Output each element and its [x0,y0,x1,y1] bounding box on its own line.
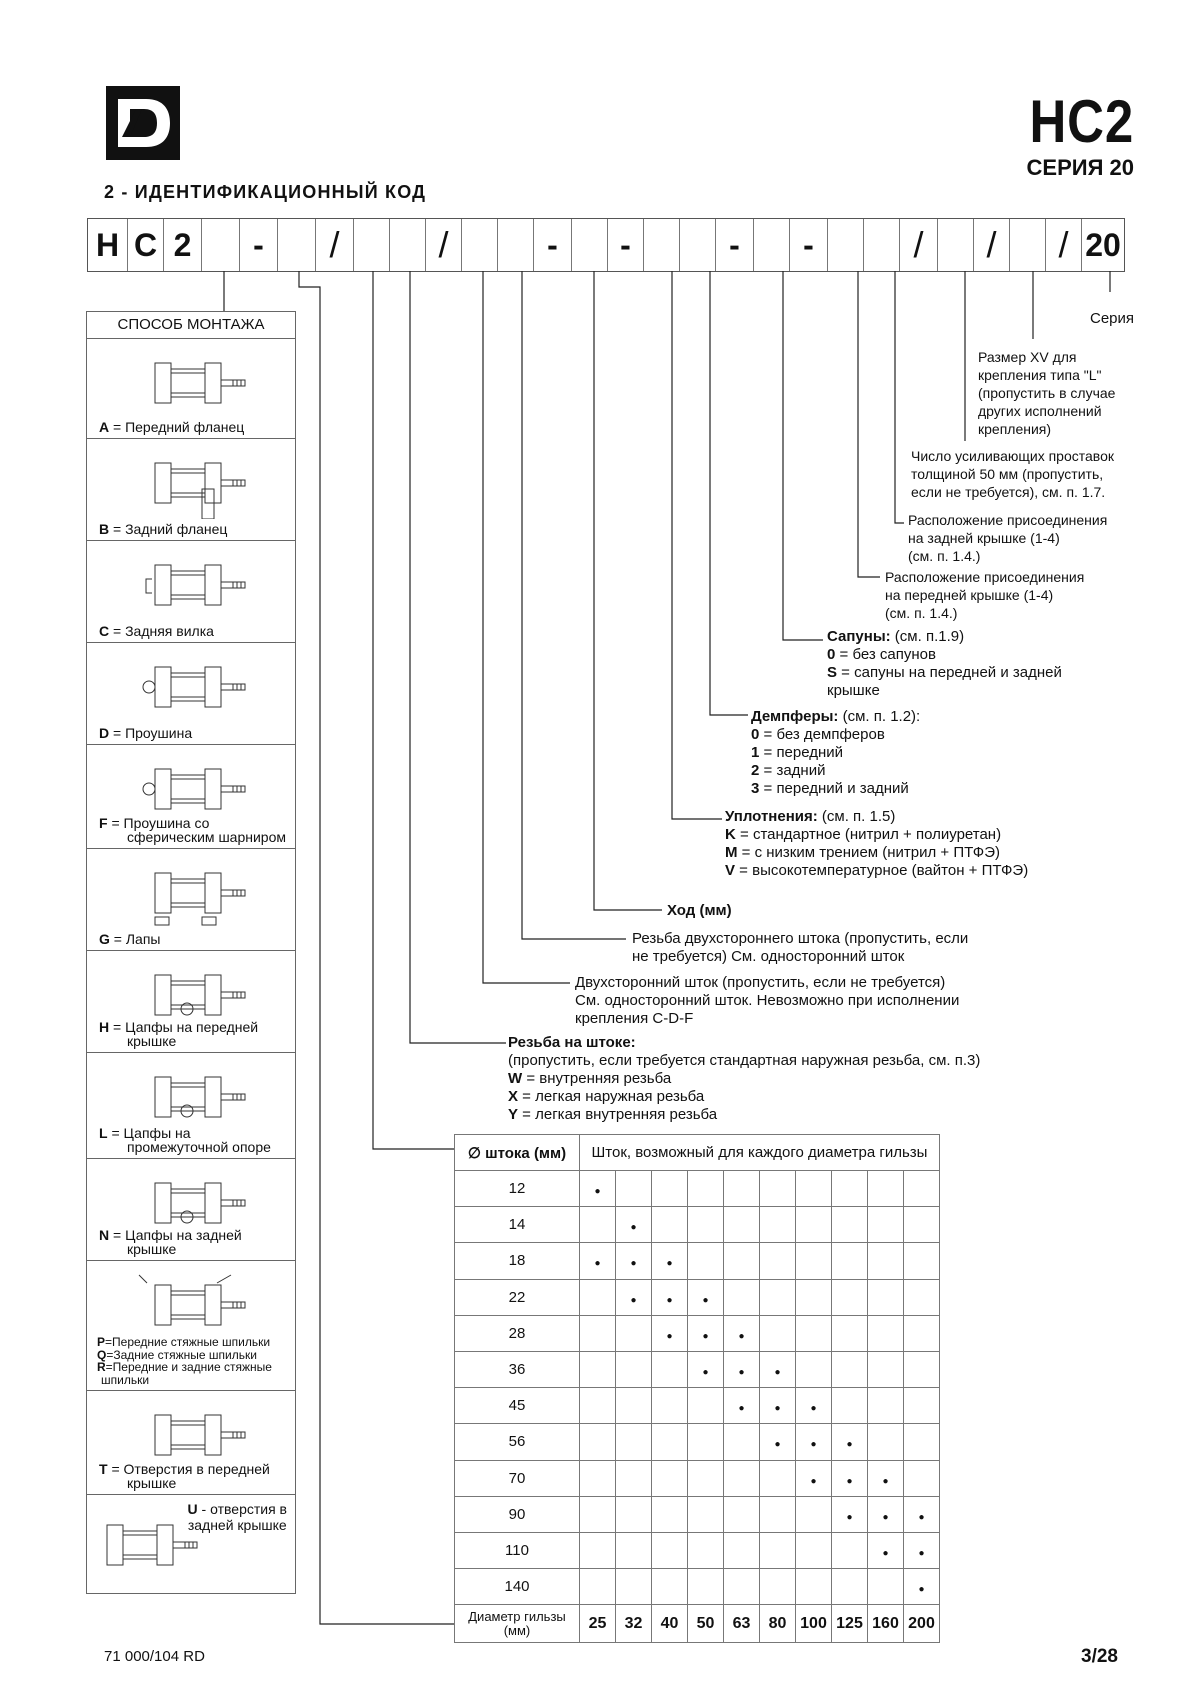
availability-dot: ● [918,1511,925,1523]
availability-cell [616,1569,652,1605]
availability-dot: ● [774,1367,781,1379]
annotation-cushions: Демпферы: (см. п. 1.2): 0 = без демпферов 1 = передний 2 = задний 3 = передний и задний [751,708,921,797]
availability-cell [652,1171,688,1207]
line-stroke [594,271,662,910]
mounting-label: T = Отверстия в передней крышке [99,1461,270,1491]
availability-dot: ● [594,1186,601,1198]
availability-cell [652,1207,688,1243]
code-cell: - [534,219,572,271]
availability-cell [688,1569,724,1605]
availability-cell [616,1243,652,1279]
mounting-label: P=Передние стяжные шпильки Q=Задние стяжные шпильки R=Передние и задние стяжные шпильки [97,1335,272,1387]
availability-cell [760,1388,796,1424]
availability-cell [652,1496,688,1532]
bore-cell: 200 [904,1605,940,1643]
availability-dot: ● [702,1294,709,1306]
availability-dot: ● [666,1330,673,1342]
rod-diameter-cell: 110 [455,1532,580,1568]
availability-cell [832,1532,868,1568]
availability-cell [760,1424,796,1460]
bore-cell: 32 [616,1605,652,1643]
bore-cell: 80 [760,1605,796,1643]
availability-cell [760,1532,796,1568]
availability-cell [688,1388,724,1424]
availability-cell [724,1569,760,1605]
annotation-xv: Размер XV для крепления типа "L" (пропустить в случае других исполнений крепления) [978,349,1116,437]
table-row [455,1460,940,1496]
availability-cell [580,1279,616,1315]
code-cell: 2 [164,219,202,271]
cylinder-drawing-icon [137,551,257,621]
rod-diameter-cell: 90 [455,1496,580,1532]
cylinder-drawing-icon [137,449,257,519]
availability-dot: ● [882,1547,889,1559]
code-cell: - [716,219,754,271]
availability-cell [724,1315,760,1351]
availability-dot: ● [810,1475,817,1487]
code-cell: / [426,219,462,271]
availability-cell [616,1207,652,1243]
availability-cell [796,1171,832,1207]
code-cell: C [128,219,164,271]
availability-cell [652,1388,688,1424]
mounting-label: L = Цапфы на промежуточной опоре [99,1125,271,1155]
availability-cell [616,1171,652,1207]
availability-cell [616,1351,652,1387]
table-row [455,1243,940,1279]
availability-cell [832,1424,868,1460]
availability-cell [868,1279,904,1315]
availability-cell [832,1388,868,1424]
availability-cell [760,1315,796,1351]
availability-cell [832,1207,868,1243]
availability-cell [616,1496,652,1532]
availability-cell [580,1351,616,1387]
availability-cell [904,1532,940,1568]
line-double-rod [483,271,570,983]
availability-cell [868,1207,904,1243]
code-cell: / [316,219,354,271]
line-rear-port [895,271,904,523]
bore-cell: 50 [688,1605,724,1643]
availability-dot: ● [630,1294,637,1306]
availability-cell [724,1424,760,1460]
mounting-option-a [87,339,295,439]
availability-cell [832,1351,868,1387]
availability-cell [904,1496,940,1532]
availability-cell [760,1207,796,1243]
availability-cell [832,1279,868,1315]
table-row [455,1351,940,1387]
availability-cell [868,1351,904,1387]
availability-dot: ● [882,1511,889,1523]
bore-cell: 125 [832,1605,868,1643]
mounting-option-p [87,1261,295,1391]
availability-cell [868,1532,904,1568]
line-double-rod-thread [522,271,626,939]
availability-cell [616,1532,652,1568]
mounting-option-l [87,1053,295,1159]
annotation-front-port: Расположение присоединения на передней крышке (1-4) (см. п. 1.4.) [885,569,1085,621]
rod-diameter-cell: 56 [455,1424,580,1460]
availability-cell [652,1532,688,1568]
annotation-rod-thread: Резьба на штоке: (пропустить, если требуется стандартная наружная резьба, см. п.3) W = внутренняя резьба X = легкая наружная резьба Y = легкая внутренняя резьба [508,1034,981,1123]
rod-table [454,1134,940,1643]
availability-cell [724,1243,760,1279]
availability-cell [832,1243,868,1279]
availability-cell [904,1243,940,1279]
availability-cell [580,1207,616,1243]
availability-cell [760,1243,796,1279]
availability-cell [796,1351,832,1387]
code-cell: H [88,219,128,271]
availability-cell [760,1351,796,1387]
rod-diameter-cell: 14 [455,1207,580,1243]
availability-cell [868,1171,904,1207]
availability-cell [796,1424,832,1460]
availability-cell [868,1496,904,1532]
availability-dot: ● [918,1547,925,1559]
bore-label-cell: Диаметр гильзы (мм) [455,1605,580,1643]
mounting-label: F = Проушина со сферическим шарниром [99,815,287,845]
availability-cell [724,1207,760,1243]
availability-cell [796,1496,832,1532]
availability-cell [796,1279,832,1315]
mounting-header: СПОСОБ МОНТАЖА [87,312,295,339]
availability-cell [580,1532,616,1568]
availability-cell [652,1279,688,1315]
availability-dot: ● [774,1403,781,1415]
availability-cell [580,1243,616,1279]
rod-diameter-cell: 28 [455,1315,580,1351]
availability-cell [688,1279,724,1315]
code-cell: - [240,219,278,271]
availability-dot: ● [810,1439,817,1451]
availability-cell [832,1460,868,1496]
code-cell: 20 [1085,226,1121,263]
availability-cell [832,1569,868,1605]
annotation-double-rod-thread: Резьба двухстороннего штока (пропустить, если не требуется) См. односторонний шток [632,930,969,965]
availability-dot: ● [810,1403,817,1415]
line-seals [672,271,722,819]
code-cell: / [900,219,938,271]
availability-cell [904,1207,940,1243]
availability-cell [796,1460,832,1496]
table-row [455,1388,940,1424]
doc-number: 71 000/104 RD [104,1648,205,1665]
availability-cell [760,1569,796,1605]
table-row [455,1424,940,1460]
availability-cell [688,1532,724,1568]
annotation-stroke: Ход (мм) [667,902,732,919]
availability-cell [904,1424,940,1460]
availability-cell [688,1171,724,1207]
annotation-double-rod: Двухсторонний шток (пропустить, если не требуется) См. односторонний шток. Невозможно при исполнении крепления C-D-F [575,974,960,1027]
availability-dot: ● [846,1511,853,1523]
availability-cell [796,1388,832,1424]
availability-cell [904,1279,940,1315]
mounting-label: D = Проушина [99,725,193,741]
availability-dot: ● [702,1367,709,1379]
availability-dot: ● [846,1439,853,1451]
availability-cell [904,1388,940,1424]
availability-cell [868,1243,904,1279]
availability-cell [724,1171,760,1207]
availability-cell [580,1460,616,1496]
availability-dot: ● [918,1584,925,1596]
code-cell: - [608,219,644,271]
bore-cell: 100 [796,1605,832,1643]
annotation-spacers: Число усиливающих проставок толщиной 50 мм (пропустить, если не требуется), см. п. 1.7. [911,448,1114,500]
availability-cell [868,1460,904,1496]
availability-cell [868,1315,904,1351]
availability-cell [868,1388,904,1424]
cylinder-drawing-icon [137,349,257,419]
availability-cell [652,1460,688,1496]
mounting-panel [86,311,296,1594]
availability-cell [724,1496,760,1532]
mounting-option-g [87,849,295,951]
rod-diameter-cell: 45 [455,1388,580,1424]
table-row [455,1171,940,1207]
availability-cell [688,1351,724,1387]
availability-cell [580,1569,616,1605]
availability-cell [724,1279,760,1315]
availability-cell [652,1351,688,1387]
availability-dot: ● [630,1258,637,1270]
availability-dot: ● [630,1222,637,1234]
availability-cell [580,1171,616,1207]
availability-dot: ● [666,1258,673,1270]
availability-cell [796,1569,832,1605]
bore-cell: 160 [868,1605,904,1643]
bore-cell: 63 [724,1605,760,1643]
availability-cell [616,1279,652,1315]
code-cell: / [1046,219,1082,271]
availability-cell [760,1460,796,1496]
availability-cell [868,1569,904,1605]
availability-dot: ● [702,1330,709,1342]
page-number: 3/28 [1081,1646,1118,1667]
availability-cell [796,1207,832,1243]
availability-cell [652,1315,688,1351]
mounting-label: N = Цапфы на задней крышке [99,1227,242,1257]
availability-cell [904,1569,940,1605]
availability-cell [688,1315,724,1351]
table-row [455,1315,940,1351]
table-row [455,1569,940,1605]
table-row [455,1496,940,1532]
line-bore [299,271,454,1624]
mounting-option-c [87,541,295,643]
availability-cell [724,1532,760,1568]
annotation-series: Серия [1090,310,1135,327]
mounting-label: A = Передний фланец [99,419,245,435]
availability-dot: ● [594,1258,601,1270]
rod-diameter-cell: 12 [455,1171,580,1207]
availability-dot: ● [774,1439,781,1451]
availability-cell [904,1315,940,1351]
mounting-option-f [87,745,295,849]
table-row [455,1279,940,1315]
availability-cell [904,1171,940,1207]
availability-cell [616,1460,652,1496]
availability-cell [652,1243,688,1279]
code-cell: / [974,219,1010,271]
availability-cell [832,1496,868,1532]
mounting-label: G = Лапы [99,931,161,947]
rod-diameter-cell: 18 [455,1243,580,1279]
series-subtitle: СЕРИЯ 20 [1026,155,1134,180]
mounting-option-h [87,951,295,1053]
availability-cell [688,1207,724,1243]
cylinder-drawing-icon [137,859,257,929]
rod-diameter-cell: 36 [455,1351,580,1387]
availability-cell [832,1315,868,1351]
availability-cell [580,1388,616,1424]
availability-dot: ● [666,1294,673,1306]
mounting-option-b [87,439,295,541]
availability-cell [616,1424,652,1460]
line-rod-thread [410,271,506,1043]
availability-cell [688,1460,724,1496]
cylinder-drawing-icon [137,1063,257,1133]
rod-diameter-cell: 70 [455,1460,580,1496]
availability-cell [796,1315,832,1351]
availability-cell [688,1243,724,1279]
availability-cell [580,1315,616,1351]
availability-cell [724,1388,760,1424]
annotation-rear-port: Расположение присоединения на задней крышке (1-4) (см. п. 1.4.) [908,512,1108,564]
availability-cell [760,1279,796,1315]
availability-cell [724,1351,760,1387]
line-rod-diameter [373,271,454,1149]
mounting-option-u [87,1495,295,1593]
availability-cell [724,1460,760,1496]
rod-table-header-right: Шток, возможный для каждого диаметра гильзы [580,1135,940,1171]
bore-cell: 25 [580,1605,616,1643]
availability-cell [868,1424,904,1460]
line-breathers [783,271,823,640]
annotation-breathers: Сапуны: (см. п.1.9) 0 = без сапунов S = сапуны на передней и задней крышке [827,628,1062,699]
page-title: HC2 [1029,88,1134,155]
table-row [455,1532,940,1568]
availability-dot: ● [882,1475,889,1487]
cylinder-drawing-icon [137,1271,257,1341]
mounting-label: H = Цапфы на передней крышке [99,1019,259,1049]
cylinder-drawing-icon [137,653,257,723]
availability-cell [688,1496,724,1532]
availability-cell [796,1532,832,1568]
mounting-option-t [87,1391,295,1495]
availability-cell [616,1315,652,1351]
availability-cell [616,1388,652,1424]
availability-cell [652,1424,688,1460]
availability-dot: ● [846,1475,853,1487]
rod-diameter-cell: 140 [455,1569,580,1605]
mounting-option-d [87,643,295,745]
code-cell: - [790,219,828,271]
availability-cell [904,1351,940,1387]
line-front-port [858,271,880,577]
rod-table-header-left: ∅ штока (мм) [455,1135,580,1171]
availability-cell [580,1424,616,1460]
availability-dot: ● [738,1330,745,1342]
availability-cell [580,1496,616,1532]
section-title: 2 - ИДЕНТИФИКАЦИОННЫЙ КОД [104,182,427,202]
availability-cell [796,1243,832,1279]
annotation-seals: Уплотнения: (см. п. 1.5) K = стандартное (нитрил + полиуретан) M = с низким трением (нитрил + ПТФЭ) V = высокотемпературное (вайтон + ПТФЭ) [725,808,1029,879]
availability-dot: ● [738,1403,745,1415]
availability-cell [760,1496,796,1532]
mounting-option-n [87,1159,295,1261]
mounting-label: U - отверстия в задней крышке [187,1501,287,1533]
availability-dot: ● [738,1367,745,1379]
mounting-label: B = Задний фланец [99,521,228,537]
availability-cell [832,1171,868,1207]
availability-cell [760,1171,796,1207]
mounting-label: C = Задняя вилка [99,623,214,639]
line-cushions [710,271,748,715]
rod-diameter-cell: 22 [455,1279,580,1315]
availability-cell [652,1569,688,1605]
availability-cell [688,1424,724,1460]
table-row [455,1207,940,1243]
availability-cell [904,1460,940,1496]
bore-cell: 40 [652,1605,688,1643]
